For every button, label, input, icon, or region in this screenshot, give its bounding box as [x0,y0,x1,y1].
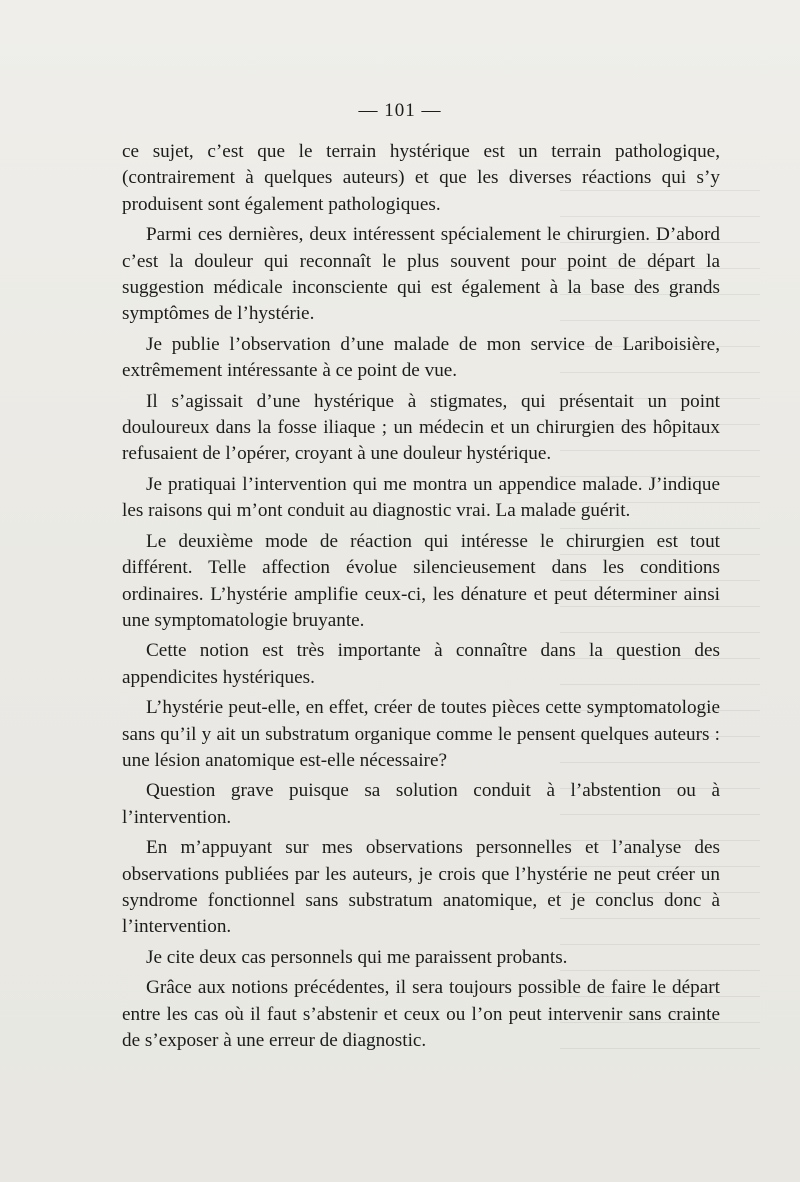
paragraph-7: Cette notion est très importante à connaître dans la question des appendicites hystériques. [122,640,720,688]
paragraph-8: L’hystérie peut-elle, en effet, créer de toutes pièces cette symptomatologie sans qu’il y ait un substratum organique comme le pensent quelques auteurs : une lésion anatomique est-elle nécessaire? [122,697,720,771]
paragraph-6: Le deuxième mode de réaction qui intéresse le chirurgien est tout différent. Telle affection évolue silencieusement dans les conditions ordinaires. L’hystérie amplifie ceux-ci, les dénature et peut déterminer ainsi une symptomatologie bruyante. [122,530,720,631]
page-number-header: — 101 — [358,100,442,121]
paragraph-1: ce sujet, c’est que le terrain hystérique est un terrain pathologique, (contrairement à quelques auteurs) et que les diverses réactions qui s’y produisent sont également pathologiques. [122,141,720,215]
body-text [122,139,720,1058]
paragraph-12: Grâce aux notions précédentes, il sera toujours possible de faire le départ entre les cas où il faut s’abstenir et ceux ou l’on peut intervenir sans crainte de s’exposer à une erreur de diagnostic. [122,977,720,1051]
paragraph-2: Parmi ces dernières, deux intéressent spécialement le chirurgien. D’abord c’est la douleur qui reconnaît le plus souvent pour point de départ la suggestion médicale inconsciente qui est également à la base des grands symptômes de l’hystérie. [122,224,720,325]
paragraph-4: Il s’agissait d’une hystérique à stigmates, qui présentait un point douloureux dans la fosse iliaque ; un médecin et un chirurgien des hôpitaux refusaient de l’opérer, croyant à une douleur hystérique. [122,390,720,465]
paragraph-5: Je pratiquai l’intervention qui me montra un appendice malade. J’indique les raisons qui m’ont conduit au diagnostic vrai. La malade guérit. [122,473,720,522]
paragraph-11: Je cite deux cas personnels qui me paraissent probants. [146,946,568,968]
paragraph-10: En m’appuyant sur mes observations personnelles et l’analyse des observations publiées par les auteurs, je crois que l’hystérie ne peut créer un syndrome fonctionnel sans substratum anatomique, et je conclus donc à l’intervention. [122,837,720,938]
paragraph-9: Question grave puisque sa solution conduit à l’abstention ou à l’intervention. [122,780,720,828]
paragraph-3: Je publie l’observation d’une malade de mon service de Lariboisière, extrêmement intéressante à ce point de vue. [122,333,720,382]
